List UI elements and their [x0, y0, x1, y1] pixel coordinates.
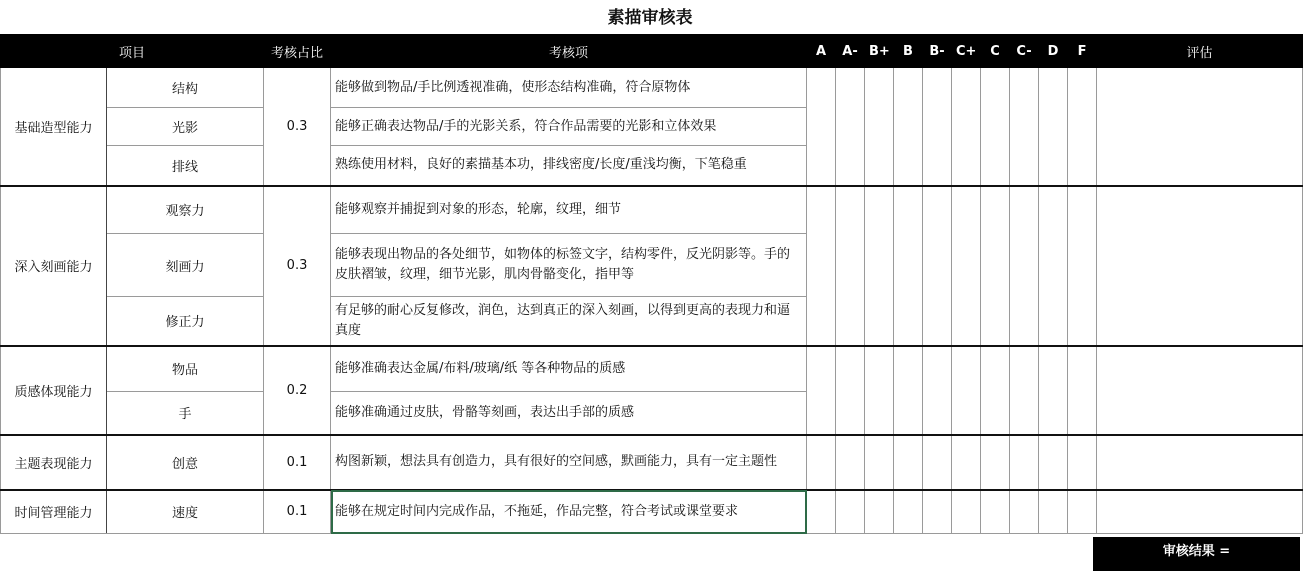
grade-cell[interactable] — [1039, 68, 1068, 186]
evaluation-cell[interactable] — [1097, 346, 1303, 435]
grade-cell[interactable] — [1010, 490, 1039, 534]
header-criteria[interactable]: 考核项 — [331, 35, 807, 68]
grade-cell[interactable] — [1039, 490, 1068, 534]
grade-cell[interactable] — [923, 435, 952, 490]
header-grade-c[interactable]: C — [981, 35, 1010, 68]
grade-cell[interactable] — [923, 490, 952, 534]
grade-cell[interactable] — [981, 346, 1010, 435]
criteria-cell[interactable]: 构图新颖，想法具有创造力，具有很好的空间感，默画能力，具有一定主题性 — [331, 435, 807, 490]
grade-cell[interactable] — [1068, 68, 1097, 186]
subitem-cell[interactable]: 光影 — [107, 108, 264, 146]
header-weight[interactable]: 考核占比 — [264, 35, 331, 68]
criteria-cell[interactable]: 能够准确通过皮肤，骨骼等刻画，表达出手部的质感 — [331, 392, 807, 435]
grade-cell[interactable] — [1010, 346, 1039, 435]
grade-cell[interactable] — [894, 186, 923, 346]
evaluation-cell[interactable] — [1097, 435, 1303, 490]
table-row — [1, 490, 1303, 534]
grade-cell[interactable] — [952, 435, 981, 490]
grade-cell[interactable] — [1039, 435, 1068, 490]
weight-cell[interactable]: 0.1 — [264, 490, 331, 534]
header-grade-b-plus[interactable]: B+ — [865, 35, 894, 68]
grade-cell[interactable] — [865, 186, 894, 346]
grade-cell[interactable] — [894, 435, 923, 490]
weight-cell[interactable]: 0.1 — [264, 435, 331, 490]
grade-cell[interactable] — [807, 435, 836, 490]
grade-cell[interactable] — [807, 490, 836, 534]
header-grade-c-minus[interactable]: C- — [1010, 35, 1039, 68]
subitem-cell[interactable]: 结构 — [107, 68, 264, 108]
header-grade-b[interactable]: B — [894, 35, 923, 68]
grade-cell[interactable] — [1010, 186, 1039, 346]
grade-cell[interactable] — [807, 68, 836, 186]
header-row — [1, 35, 1303, 68]
grade-cell[interactable] — [952, 490, 981, 534]
table-row — [1, 68, 1303, 108]
grade-cell[interactable] — [836, 346, 865, 435]
header-grade-d[interactable]: D — [1039, 35, 1068, 68]
grade-cell[interactable] — [1068, 490, 1097, 534]
weight-cell[interactable]: 0.3 — [264, 186, 331, 346]
grade-cell[interactable] — [836, 68, 865, 186]
sheet-title: 素描审核表 — [607, 8, 693, 28]
grade-cell[interactable] — [981, 186, 1010, 346]
category-cell[interactable]: 基础造型能力 — [1, 68, 107, 186]
grade-cell[interactable] — [981, 435, 1010, 490]
table-row — [1, 435, 1303, 490]
category-cell[interactable]: 深入刻画能力 — [1, 186, 107, 346]
criteria-cell[interactable]: 能够做到物品/手比例透视准确，使形态结构准确，符合原物体 — [331, 68, 807, 108]
grade-cell[interactable] — [836, 490, 865, 534]
grade-cell[interactable] — [1039, 346, 1068, 435]
grade-cell[interactable] — [865, 490, 894, 534]
header-grade-a[interactable]: A — [807, 35, 836, 68]
table-row — [1, 186, 1303, 234]
grade-cell[interactable] — [894, 490, 923, 534]
grade-cell[interactable] — [807, 186, 836, 346]
grade-cell[interactable] — [952, 346, 981, 435]
header-evaluation[interactable]: 评估 — [1097, 35, 1303, 68]
grade-cell[interactable] — [1068, 346, 1097, 435]
weight-cell[interactable]: 0.2 — [264, 346, 331, 435]
grade-cell[interactable] — [836, 186, 865, 346]
header-grade-f[interactable]: F — [1068, 35, 1097, 68]
grade-cell[interactable] — [1068, 435, 1097, 490]
subitem-cell[interactable]: 修正力 — [107, 297, 264, 346]
header-item[interactable]: 项目 — [1, 35, 264, 68]
grade-cell[interactable] — [1039, 186, 1068, 346]
weight-cell[interactable]: 0.3 — [264, 68, 331, 186]
grade-cell[interactable] — [807, 346, 836, 435]
criteria-cell[interactable]: 能够正确表达物品/手的光影关系，符合作品需要的光影和立体效果 — [331, 108, 807, 146]
grade-cell[interactable] — [952, 186, 981, 346]
subitem-cell[interactable]: 手 — [107, 392, 264, 435]
grade-cell[interactable] — [894, 346, 923, 435]
header-grade-c-plus[interactable]: C+ — [952, 35, 981, 68]
category-cell[interactable]: 主题表现能力 — [1, 435, 107, 490]
criteria-cell[interactable]: 熟练使用材料，良好的素描基本功，排线密度/长度/重浅均衡，下笔稳重 — [331, 146, 807, 186]
table-row — [1, 346, 1303, 392]
criteria-cell[interactable]: 能够准确表达金属/布料/玻璃/纸 等各种物品的质感 — [331, 346, 807, 392]
header-grade-b-minus[interactable]: B- — [923, 35, 952, 68]
grade-cell[interactable] — [1010, 68, 1039, 186]
grade-cell[interactable] — [981, 490, 1010, 534]
grade-cell[interactable] — [865, 435, 894, 490]
subitem-cell[interactable]: 观察力 — [107, 186, 264, 234]
subitem-cell[interactable]: 创意 — [107, 435, 264, 490]
grade-cell[interactable] — [865, 346, 894, 435]
criteria-cell[interactable]: 能够观察并捕捉到对象的形态，轮廓，纹理，细节 — [331, 186, 807, 234]
criteria-cell[interactable]: 能够表现出物品的各处细节，如物体的标签文字，结构零件，反光阴影等。手的皮肤褶皱，纹理，细节光影，肌肉骨骼变化，指甲等 — [331, 234, 807, 297]
grade-cell[interactable] — [894, 68, 923, 186]
evaluation-cell[interactable] — [1097, 68, 1303, 186]
review-result-cell[interactable]: 审核结果 = — [1093, 537, 1300, 571]
category-cell[interactable]: 时间管理能力 — [1, 490, 107, 534]
grade-cell[interactable] — [952, 68, 981, 186]
subitem-cell[interactable]: 排线 — [107, 146, 264, 186]
category-cell[interactable]: 质感体现能力 — [1, 346, 107, 435]
grade-cell[interactable] — [836, 435, 865, 490]
subitem-cell[interactable]: 刻画力 — [107, 234, 264, 297]
grade-cell[interactable] — [923, 68, 952, 186]
evaluation-cell[interactable] — [1097, 490, 1303, 534]
grade-cell[interactable] — [981, 68, 1010, 186]
subitem-cell[interactable]: 速度 — [107, 490, 264, 534]
grade-cell[interactable] — [923, 346, 952, 435]
grade-cell[interactable] — [923, 186, 952, 346]
grade-cell[interactable] — [1010, 435, 1039, 490]
grade-cell[interactable] — [1068, 186, 1097, 346]
criteria-cell[interactable]: 有足够的耐心反复修改，润色，达到真正的深入刻画，以得到更高的表现力和逼真度 — [331, 297, 807, 346]
header-grade-a-minus[interactable]: A- — [836, 35, 865, 68]
criteria-cell-selected[interactable]: 能够在规定时间内完成作品，不拖延，作品完整，符合考试或课堂要求 — [331, 490, 807, 534]
evaluation-cell[interactable] — [1097, 186, 1303, 346]
grade-cell[interactable] — [865, 68, 894, 186]
review-table — [0, 34, 1303, 534]
subitem-cell[interactable]: 物品 — [107, 346, 264, 392]
